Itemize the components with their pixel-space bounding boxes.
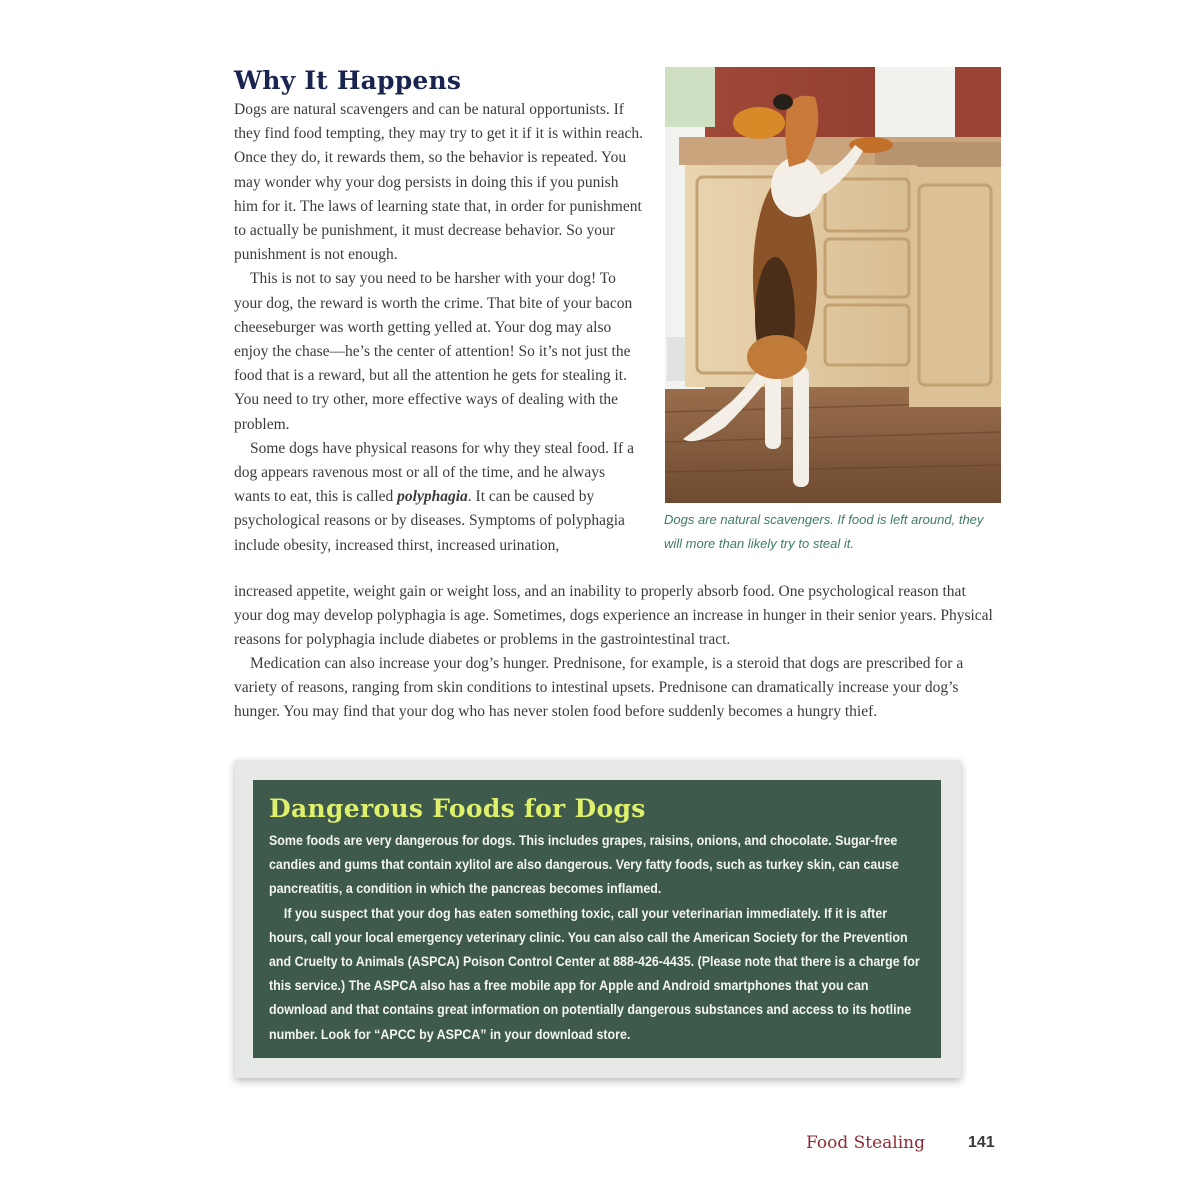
paragraph-3-end: . It can be caused by psychological reasons or by diseases. Symptoms of polyphagia include obesity, increased thirst, increased urination,	[234, 488, 625, 554]
sidebar-title: Dangerous Foods for Dogs	[269, 794, 646, 823]
sidebar-panel	[253, 780, 941, 1058]
paragraph-3-start: Some dogs have physical reasons for why they steal food. If a dog appears ravenous most or all of the time, and he always wants to eat, this is called	[234, 439, 634, 506]
page-number: 141	[968, 1134, 995, 1151]
paragraph-3-continued: increased appetite, weight gain or weight loss, and an inability to properly absorb food. One psychological reason that your dog may develop polyphagia is age. Sometimes, dogs experience an increase in hunger in their senior years. Physical reasons for polyphagia include diabetes or problems in the gastrointestinal tract.	[234, 583, 993, 649]
paragraph-1: Dogs are natural scavengers and can be natural opportunists. If they find food tempting, they may try to get it if it is within reach. Once they do, it rewards them, so the behavior is repeated. You may wonder why your dog persists in doing this if you punish him for it. The laws of learning state that, in order for punishment to actually be punishment, it must decrease behavior. So your punishment is not enough.	[234, 101, 643, 264]
beagle-on-counter-illustration	[665, 67, 1001, 503]
sidebar-paragraph-2: If you suspect that your dog has eaten something toxic, call your veterinarian immediately. If it is after hours, call your local emergency veterinary clinic. You can also call the American Society for the Prevention and Cruelty to Animals (ASPCA) Poison Control Center at 888-426-4435. (Please note that there is a charge for this service.) The ASPCA also has a free mobile app for Apple and Android smartphones that you can download and that contains great information on potentially dangerous substances and access to its hotline number. Look for “APCC by ASPCA” in your download store.	[269, 905, 920, 1042]
paragraph-3	[234, 437, 644, 558]
full-width-text	[234, 580, 994, 653]
sidebar-box	[235, 760, 961, 1078]
paragraph-2: This is not to say you need to be harsher with your dog! To your dog, the reward is worth the crime. That bite of your bacon cheeseburger was worth getting yelled at. Your dog may also enjoy the chase—he’s the center of attention! So it’s not just the food that is a reward, but all the attention he gets for stealing it. You need to try other, more effective ways of dealing with the problem.	[234, 270, 633, 433]
sidebar-paragraph-1: Some foods are very dangerous for dogs. This includes grapes, raisins, onions, and chocolate. Sugar-free candies and gums that contain xylitol are also dangerous. Very fatty foods, such as turkey skin, can cause pancreatitis, a condition in which the pancreas becomes inflamed.	[269, 833, 899, 897]
left-column-text	[234, 98, 644, 558]
section-heading: Why It Happens	[234, 66, 462, 95]
dog-kitchen-photo	[665, 67, 1001, 503]
sidebar-body	[269, 829, 925, 1047]
photo-caption: Dogs are natural scavengers. If food is left around, they will more than likely try to steal it.	[664, 512, 984, 551]
full-width-text-2	[234, 652, 994, 725]
paragraph-4: Medication can also increase your dog’s hunger. Prednisone, for example, is a steroid that dogs are prescribed for a variety of reasons, ranging from skin conditions to intestinal upsets. Prednisone can dramatically increase your dog’s hunger. You may find that your dog who has never stolen food before suddenly becomes a hungry thief.	[234, 655, 964, 721]
running-footer-section: Food Stealing	[806, 1133, 925, 1153]
term-polyphagia: polyphagia	[397, 488, 468, 506]
